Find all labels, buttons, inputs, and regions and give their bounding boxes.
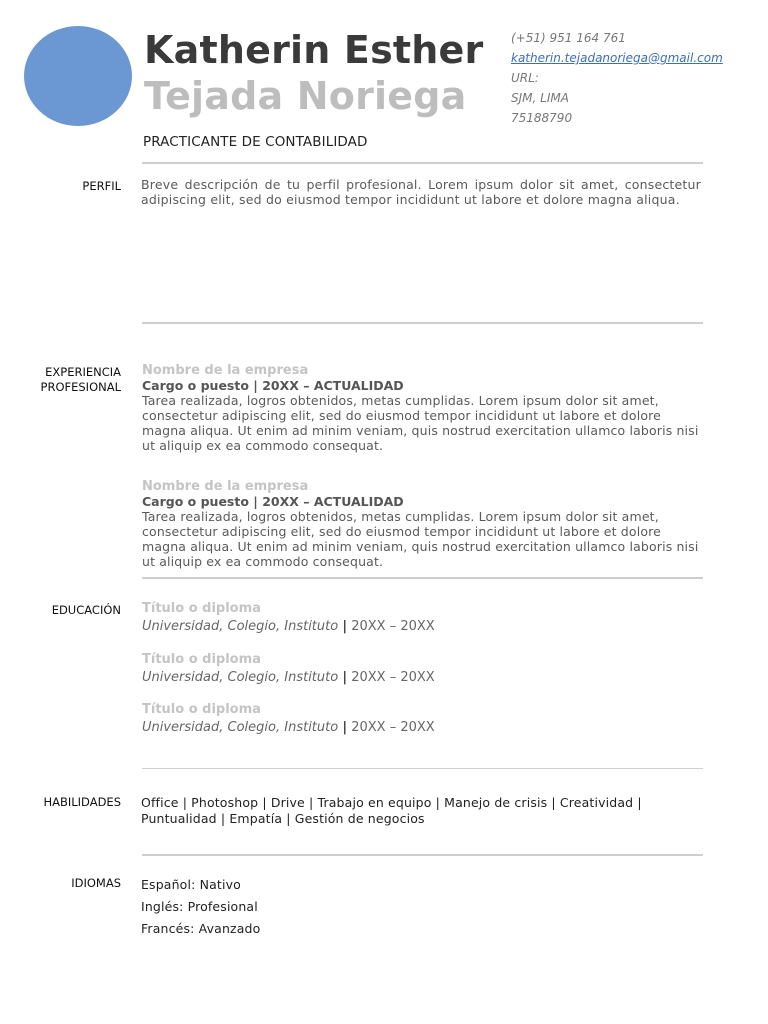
education-entry	[142, 600, 702, 635]
divider	[142, 162, 703, 164]
company-name: Nombre de la empresa	[142, 479, 309, 494]
school-line	[142, 669, 702, 686]
id-number: 75188790	[511, 111, 573, 125]
experience-entry	[142, 363, 702, 453]
section-label-profile: PERFIL	[82, 179, 121, 193]
section-label-education: EDUCACIÓN	[51, 603, 121, 617]
section-label-line: PROFESIONAL	[40, 380, 121, 394]
degree-title: Título o diploma	[142, 702, 261, 717]
email-link[interactable]: katherin.tejadanoriega@gmail.com	[511, 51, 723, 65]
school-line	[142, 719, 702, 736]
skills-line: Office | Photoshop | Drive | Trabajo en equipo | Manejo de crisis | Creatividad |	[141, 795, 642, 810]
company-name: Nombre de la empresa	[142, 363, 309, 378]
divider	[142, 768, 703, 769]
url-label: URL:	[511, 71, 539, 85]
years: 20XX – 20XX	[351, 670, 435, 685]
years: 20XX – 20XX	[351, 619, 435, 634]
profile-text: Breve descripción de tu perfil profesional. Lorem ipsum dolor sit amet, consectetur adipiscing elit, sed do eiusmod tempor incididunt ut labore et dolore magna aliqua.	[141, 177, 701, 207]
separator: |	[342, 619, 348, 634]
school-line	[142, 618, 702, 635]
job-role: Cargo o puesto | 20XX – ACTUALIDAD	[142, 494, 404, 509]
school-name: Universidad, Colegio, Instituto	[142, 670, 339, 685]
avatar	[24, 26, 132, 126]
section-label-line: EXPERIENCIA	[45, 365, 121, 379]
job-description: Tarea realizada, logros obtenidos, metas cumplidas. Lorem ipsum dolor sit amet, consectetur adipiscing elit, sed do eiusmod tempor incididunt ut labore et dolore magna aliqua. Ut enim ad minim veniam, quis nostrud exercitation ullamco laboris nisi ut aliquip ex ea commodo consequat.	[142, 509, 699, 569]
separator: |	[342, 720, 348, 735]
contact-block	[511, 28, 723, 128]
divider	[142, 854, 703, 856]
education-entry	[142, 651, 702, 686]
location: SJM, LIMA	[511, 91, 569, 105]
experience-entry	[142, 479, 702, 569]
section-label-languages: IDIOMAS	[71, 876, 121, 890]
education-entry	[142, 701, 702, 736]
phone: (+51) 951 164 761	[511, 31, 626, 45]
divider	[142, 322, 703, 324]
job-description: Tarea realizada, logros obtenidos, metas cumplidas. Lorem ipsum dolor sit amet, consectetur adipiscing elit, sed do eiusmod tempor incididunt ut labore et dolore magna aliqua. Ut enim ad minim veniam, quis nostrud exercitation ullamco laboris nisi ut aliquip ex ea commodo consequat.	[142, 393, 699, 453]
section-label-experience	[41, 365, 121, 395]
school-name: Universidad, Colegio, Instituto	[142, 720, 339, 735]
years: 20XX – 20XX	[351, 720, 435, 735]
language-item: Francés: Avanzado	[141, 921, 261, 936]
language-item: Español: Nativo	[141, 877, 241, 892]
divider	[142, 577, 703, 579]
job-title: PRACTICANTE DE CONTABILIDAD	[143, 134, 368, 150]
school-name: Universidad, Colegio, Instituto	[142, 619, 339, 634]
degree-title: Título o diploma	[142, 601, 261, 616]
skills-list	[141, 795, 701, 827]
section-label-skills: HABILIDADES	[43, 795, 121, 809]
first-name: Katherin Esther	[144, 28, 484, 72]
language-item: Inglés: Profesional	[141, 899, 258, 914]
degree-title: Título o diploma	[142, 652, 261, 667]
skills-line: Puntualidad | Empatía | Gestión de negocios	[141, 811, 425, 826]
last-name: Tejada Noriega	[144, 74, 467, 118]
job-role: Cargo o puesto | 20XX – ACTUALIDAD	[142, 378, 404, 393]
separator: |	[342, 670, 348, 685]
